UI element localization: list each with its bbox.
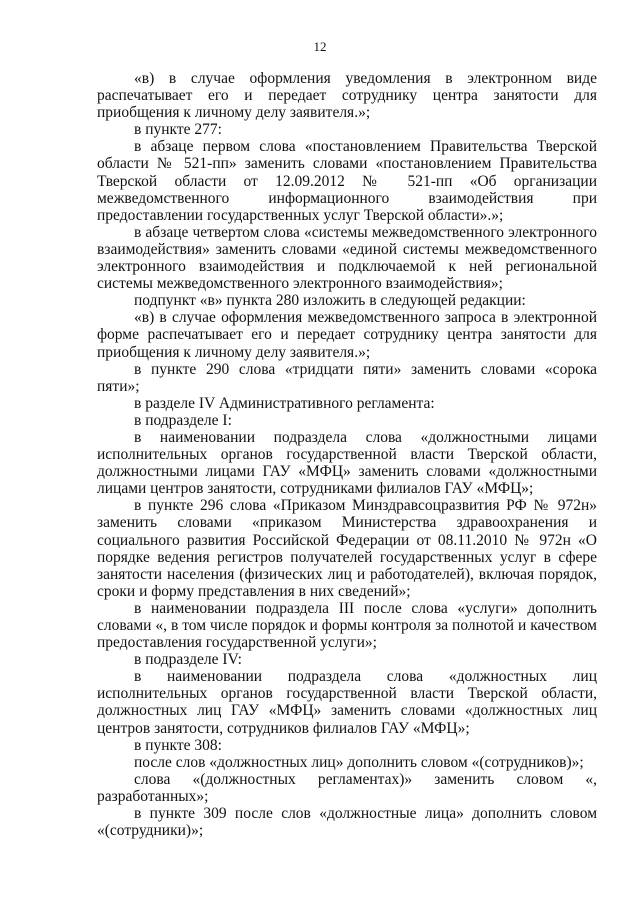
paragraph-8: в разделе IV Административного регламента:	[134, 394, 435, 412]
paragraph-12: в наименовании подраздела III после слова «услуги» дополнить словами «, в том числе порядок и формы контроля за полнотой и качеством предоставления государственной услуги»;	[97, 599, 597, 652]
paragraph-1: «в) в случае оформления уведомления в электронном виде распечатывает его и передает сотруднику центра занятости для приобщения к личному делу заявителя.»;	[97, 70, 597, 122]
document-body	[97, 70, 597, 839]
paragraph-4: в абзаце четвертом слова «системы межведомственного электронного взаимодействия» заменить словами «единой системы межведомственного электронного взаимодействия и подключаемой к ней региональной системы межведомственного электронного взаимодействия»;	[97, 223, 597, 293]
paragraph-17: слова «(должностных регламентах)» заменить словом «, разработанных»;	[97, 770, 597, 805]
paragraph-5: подпункт «в» пункта 280 изложить в следующей редакции:	[134, 292, 526, 310]
paragraph-14: в наименовании подраздела слова «должностных лиц исполнительных органов государственной власти Тверской области, должностных лиц ГАУ «МФЦ» заменить словами «должностных лиц центров занятости, сотрудников филиалов ГАУ «МФЦ»;	[97, 668, 597, 737]
page-number: 12	[313, 39, 327, 54]
paragraph-16: после слов «должностных лиц» дополнить словом «(сотрудников)»;	[134, 753, 584, 771]
paragraph-13: в подразделе IV:	[134, 651, 242, 669]
paragraph-18: в пункте 309 после слов «должностные лица» дополнить словом «(сотрудники)»;	[97, 805, 597, 840]
paragraph-10: в наименовании подраздела слова «должностными лицами исполнительных органов государственной власти Тверской области, должностными лицами ГАУ «МФЦ» заменить словами «должностными лицами центров занятости, сотрудниками филиалов ГАУ «МФЦ»;	[97, 428, 597, 498]
paragraph-7: в пункте 290 слова «тридцати пяти» заменить словами «сорока пяти»;	[97, 360, 597, 395]
paragraph-3: в абзаце первом слова «постановлением Правительства Тверской области № 521-пп» заменить словами «постановлением Правительства Тверской области от 12.09.2012 № 521-пп «Об организации межведомственного информационного взаимодействия при предоставлении государственных услуг Тверской области».»;	[97, 138, 597, 224]
paragraph-6: «в) в случае оформления межведомственного запроса в электронной форме распечатывает его и передает сотруднику центра занятости для приобщения к личному делу заявителя.»;	[97, 309, 597, 361]
paragraph-11: в пункте 296 слова «Приказом Минздравсоцразвития РФ № 972н» заменить словами «приказом Министерства здравоохранения и социального развития Российской Федерации от 08.11.2010 № 972н «О порядке ведения регистров получателей государственных услуг в сфере занятости населения (физических лиц и работодателей), включая порядок, сроки и форму представления в них сведений»;	[97, 497, 597, 600]
paragraph-2: в пункте 277:	[134, 121, 222, 139]
paragraph-15: в пункте 308:	[134, 736, 222, 754]
paragraph-9: в подразделе I:	[134, 411, 232, 429]
